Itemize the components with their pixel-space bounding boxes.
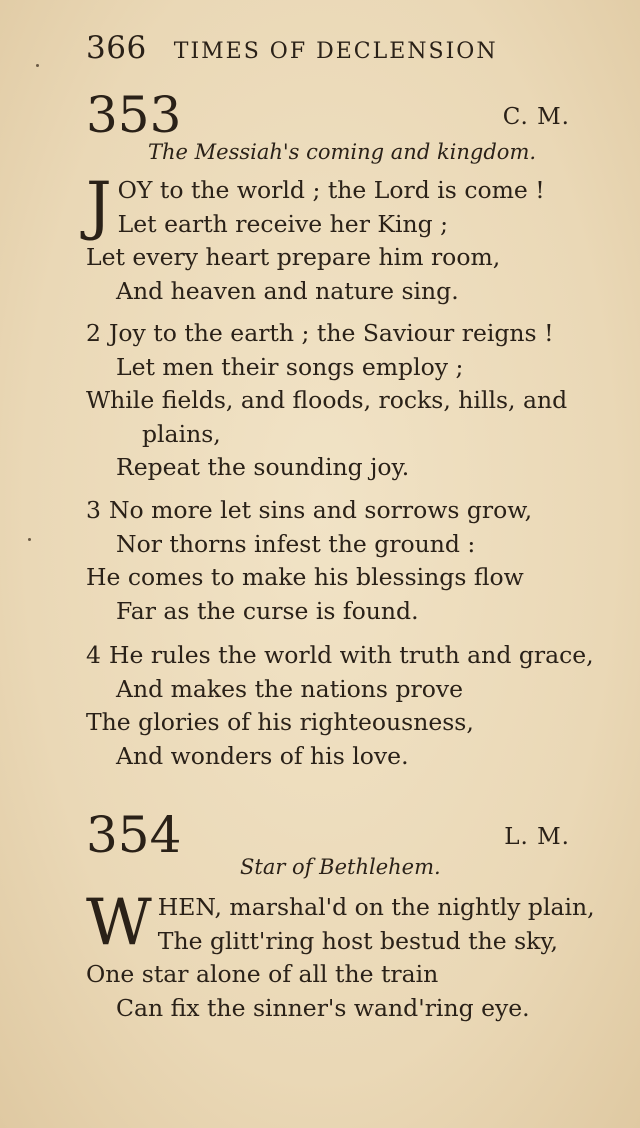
verse-line: Let earth receive her King ; — [117, 209, 449, 238]
hymn-meter: L. M. — [504, 824, 570, 850]
paper-speck — [36, 64, 39, 67]
verse-line: Nor thorns infest the ground : — [116, 529, 476, 558]
verse-1 — [86, 169, 620, 308]
verse-line: And makes the nations prove — [116, 674, 464, 703]
verse-number: 4 — [86, 641, 101, 669]
hymn-meter: C. M. — [502, 104, 570, 130]
verse-line: Far as the curse is found. — [116, 596, 419, 625]
running-title: TIMES OF DECLENSION — [173, 39, 498, 64]
verse-line: OY to the world ; the Lord is come ! — [117, 176, 545, 204]
verse-3 — [86, 494, 620, 628]
verse-line: He comes to make his blessings flow — [86, 563, 524, 591]
verse-line: He rules the world with truth and grace, — [108, 641, 594, 669]
hymn-title: The Messiah's coming and kingdom. — [148, 140, 537, 164]
verse-line: Let men their songs employ ; — [116, 352, 464, 381]
verse-line: The glories of his righteousness, — [86, 708, 474, 736]
verse-1 — [86, 886, 620, 1025]
drop-cap: J — [86, 169, 112, 243]
hymn-title: Star of Bethlehem. — [240, 855, 441, 879]
verse-line: HEN, marshal'd on the nightly plain, — [157, 893, 595, 921]
verse-line: And heaven and nature sing. — [116, 276, 459, 305]
page-number: 366 — [86, 30, 147, 66]
verse-line: One star alone of all the train — [86, 960, 439, 988]
verse-line: Joy to the earth ; the Saviour reigns ! — [108, 319, 554, 347]
hymn-353-heading — [86, 86, 570, 144]
verse-4 — [86, 639, 620, 773]
running-header — [86, 30, 498, 66]
verse-line: Can fix the sinner's wand'ring eye. — [116, 993, 530, 1022]
verse-2 — [86, 317, 620, 485]
verse-line: And wonders of his love. — [116, 741, 409, 770]
verse-line: While fields, and floods, rocks, hills, and — [86, 386, 568, 414]
hymn-number: 354 — [86, 806, 182, 864]
drop-cap: W — [86, 886, 152, 960]
verse-line: Repeat the sounding joy. — [116, 453, 410, 481]
hymn-354-heading — [86, 806, 570, 864]
verse-line: The glitt'ring host bestud the sky, — [157, 926, 559, 955]
verse-number: 3 — [86, 496, 101, 524]
verse-line: Let every heart prepare him room, — [86, 243, 501, 271]
verse-line: No more let sins and sorrows grow, — [108, 496, 533, 524]
paper-speck — [28, 538, 31, 541]
hymn-number: 353 — [86, 86, 182, 144]
verse-line: plains, — [142, 419, 221, 448]
verse-number: 2 — [86, 319, 101, 347]
